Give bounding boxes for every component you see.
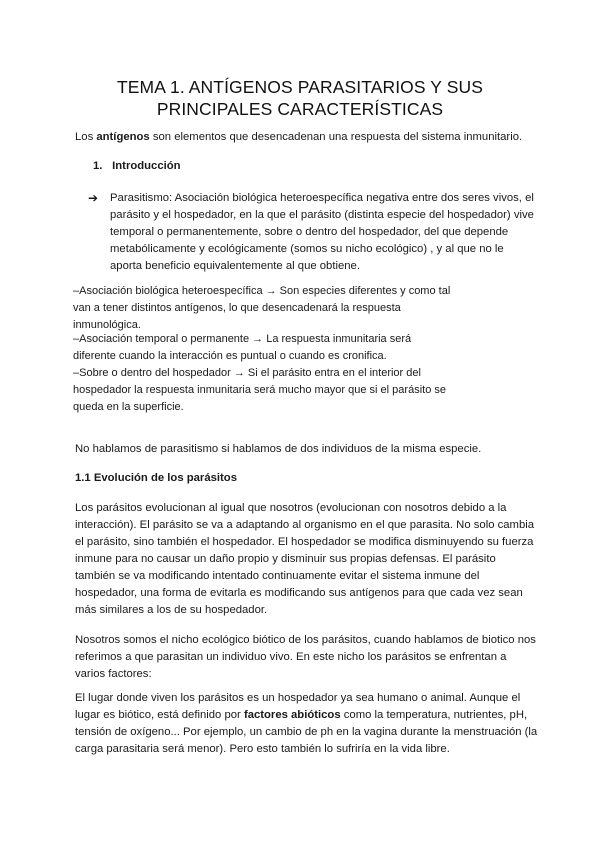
dash-line: van a tener distintos antígenos, lo que desencadenará la respuesta <box>73 302 401 314</box>
dash-line: ‒Sobre o dentro del hospedador → Si el parásito entra en el interior del <box>73 367 421 379</box>
niche-line: varios factores: <box>75 668 152 680</box>
place-line2-prefix: lugar es biótico, está definido por <box>75 709 244 721</box>
place-line: carga parasitaria será menor). Pero esto también lo sufriría en la vida libre. <box>75 743 450 755</box>
place-line: El lugar donde viven los parásitos es un hospedador ya sea humano o animal. Aunque el <box>75 692 521 704</box>
place-paragraph <box>75 690 537 758</box>
niche-paragraph <box>75 632 536 683</box>
bullet-line: parásito y el hospedador, en la que el parásito (distinta especie del hospedador) vive <box>110 209 534 221</box>
note-paragraph <box>75 441 481 458</box>
bullet-line: aporta beneficio equivalentemente al que obtiene. <box>110 260 360 272</box>
dash-item-temporal <box>73 331 411 365</box>
section-heading-evolucion: 1.1 Evolución de los parásitos <box>75 472 237 484</box>
page-title <box>60 76 540 120</box>
dash-line: queda en la superficie. <box>73 401 184 413</box>
dash-line: hospedador la respuesta inmunitaria será mucho mayor que si el parásito se <box>73 384 446 396</box>
place-line: tensión de oxígeno... Por ejemplo, un cambio de ph en la vagina durante la menstruación (la <box>75 726 538 738</box>
parasitismo-definition <box>110 190 534 275</box>
evolution-line: hospedador, una forma de evitarla es modificando sus antígenos para que cada vez sean <box>75 587 523 599</box>
dash-line: inmunológica. <box>73 319 141 331</box>
place-bold-term: factores abióticos <box>243 709 341 721</box>
dash-item-heteroespecifica <box>73 283 450 334</box>
evolution-line: inmune para no causar un daño propio y disminuir sus propias defensas. El parásito <box>75 553 496 565</box>
place-line <box>75 707 537 724</box>
evolution-paragraph <box>75 500 534 619</box>
place-line2-suffix: como la temperatura, nutrientes, pH, <box>340 709 528 721</box>
evolution-line: Los parásitos evolucionan al igual que nosotros (evolucionan con nosotros debido a la <box>75 502 507 514</box>
bullet-line: temporal o permanentemente, sobre o dentro del hospedador, del que depende <box>110 226 509 238</box>
intro-prefix: Los <box>75 131 97 143</box>
dash-line: ‒Asociación biológica heteroespecífica → Son especies diferentes y como tal <box>73 285 451 297</box>
dash-item-hospedador <box>73 365 446 416</box>
section-number: 1. <box>93 160 103 172</box>
intro-bold-term: antígenos <box>96 131 150 143</box>
bullet-line: Parasitismo: Asociación biológica heteroespecífica negativa entre dos seres vivos, el <box>110 192 534 204</box>
dash-line: diferente cuando la interacción es puntual o cuando es cronifica. <box>73 350 387 362</box>
dash-line: ‒Asociación temporal o permanente → La respuesta inmunitaria será <box>73 333 412 345</box>
intro-suffix: son elementos que desencadenan una respuesta del sistema inmunitario. <box>149 131 523 143</box>
note-text: No hablamos de parasitismo si hablamos de dos individuos de la misma especie. <box>75 443 482 455</box>
niche-line: referimos a que parasitan un individuo vivo. En este nicho los parásitos se enfrentan a <box>75 651 507 663</box>
evolution-line: también se va modificando intentado continuamente evitar el sistema inmune del <box>75 570 480 582</box>
evolution-line: más similares a los de su hospedador. <box>75 604 268 616</box>
intro-paragraph <box>75 129 522 146</box>
bullet-line: metabólicamente y ecológicamente (somos su nicho ecológico) , y al que no le <box>110 243 504 255</box>
section-heading-text: Introducción <box>112 160 181 172</box>
evolution-line: el parásito, sino también el hospedador. El hospedador se modifica disminuyendo su fuerza <box>75 536 534 548</box>
niche-line: Nosotros somos el nicho ecológico biótico de los parásitos, cuando hablamos de biotico nos <box>75 634 536 646</box>
section-heading-introduccion <box>93 160 181 172</box>
arrow-bullet-icon: ➔ <box>88 191 99 205</box>
evolution-line: interacción). El parásito se va a adaptando al organismo en el que parasita. No solo cambia <box>75 519 535 531</box>
title-line-2: PRINCIPALES CARACTERÍSTICAS <box>156 99 444 119</box>
title-line-1: TEMA 1. ANTÍGENOS PARASITARIOS Y SUS <box>116 77 483 97</box>
